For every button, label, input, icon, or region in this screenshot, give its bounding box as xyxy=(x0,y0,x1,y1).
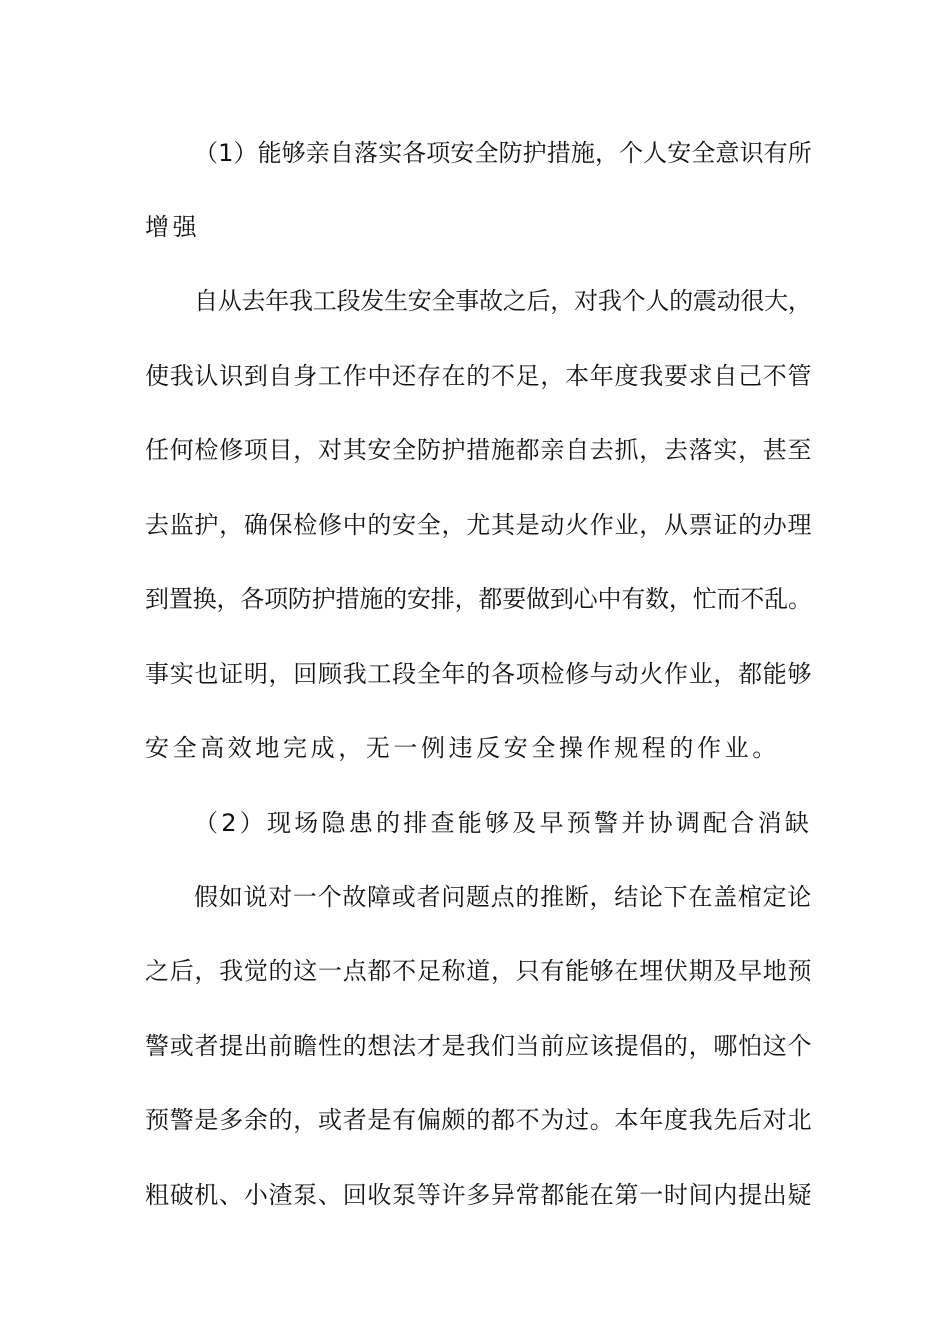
paragraph-line: 去监护，确保检修中的安全，尤其是动火作业，从票证的办理 xyxy=(145,511,813,539)
heading-1: （1）能够亲自落实各项安全防护措施，个人安全意识有所 xyxy=(194,139,812,167)
paragraph-line: 预警是多余的，或者是有偏颇的都不为过。本年度我先后对北 xyxy=(145,1106,813,1134)
paragraph-line: 到置换，各项防护措施的安排，都要做到心中有数，忙而不乱。 xyxy=(145,585,812,613)
paragraph-line: 任何检修项目，对其安全防护措施都亲自去抓，去落实，甚至 xyxy=(145,436,813,464)
paragraph-line: 之后，我觉的这一点都不足称道，只有能够在埋伏期及早地预 xyxy=(145,957,813,985)
paragraph-line: 事实也证明，回顾我工段全年的各项检修与动火作业，都能够 xyxy=(145,660,813,688)
paragraph-line: 使我认识到自身工作中还存在的不足，本年度我要求自己不管 xyxy=(145,362,813,390)
paragraph-line: 假如说对一个故障或者问题点的推断，结论下在盖棺定论 xyxy=(194,883,812,911)
paragraph-line: 警或者提出前瞻性的想法才是我们当前应该提倡的，哪怕这个 xyxy=(145,1032,813,1060)
heading-2: （2）现场隐患的排查能够及早预警并协调配合消缺 xyxy=(194,809,813,837)
heading-1-continued: 增强 xyxy=(145,213,201,241)
paragraph-line: 粗破机、小渣泵、回收泵等许多异常都能在第一时间内提出疑 xyxy=(145,1181,813,1209)
paragraph-line: 安全高效地完成，无一例违反安全操作规程的作业。 xyxy=(145,734,780,762)
paragraph-line: 自从去年我工段发生安全事故之后，对我个人的震动很大， xyxy=(194,287,812,315)
